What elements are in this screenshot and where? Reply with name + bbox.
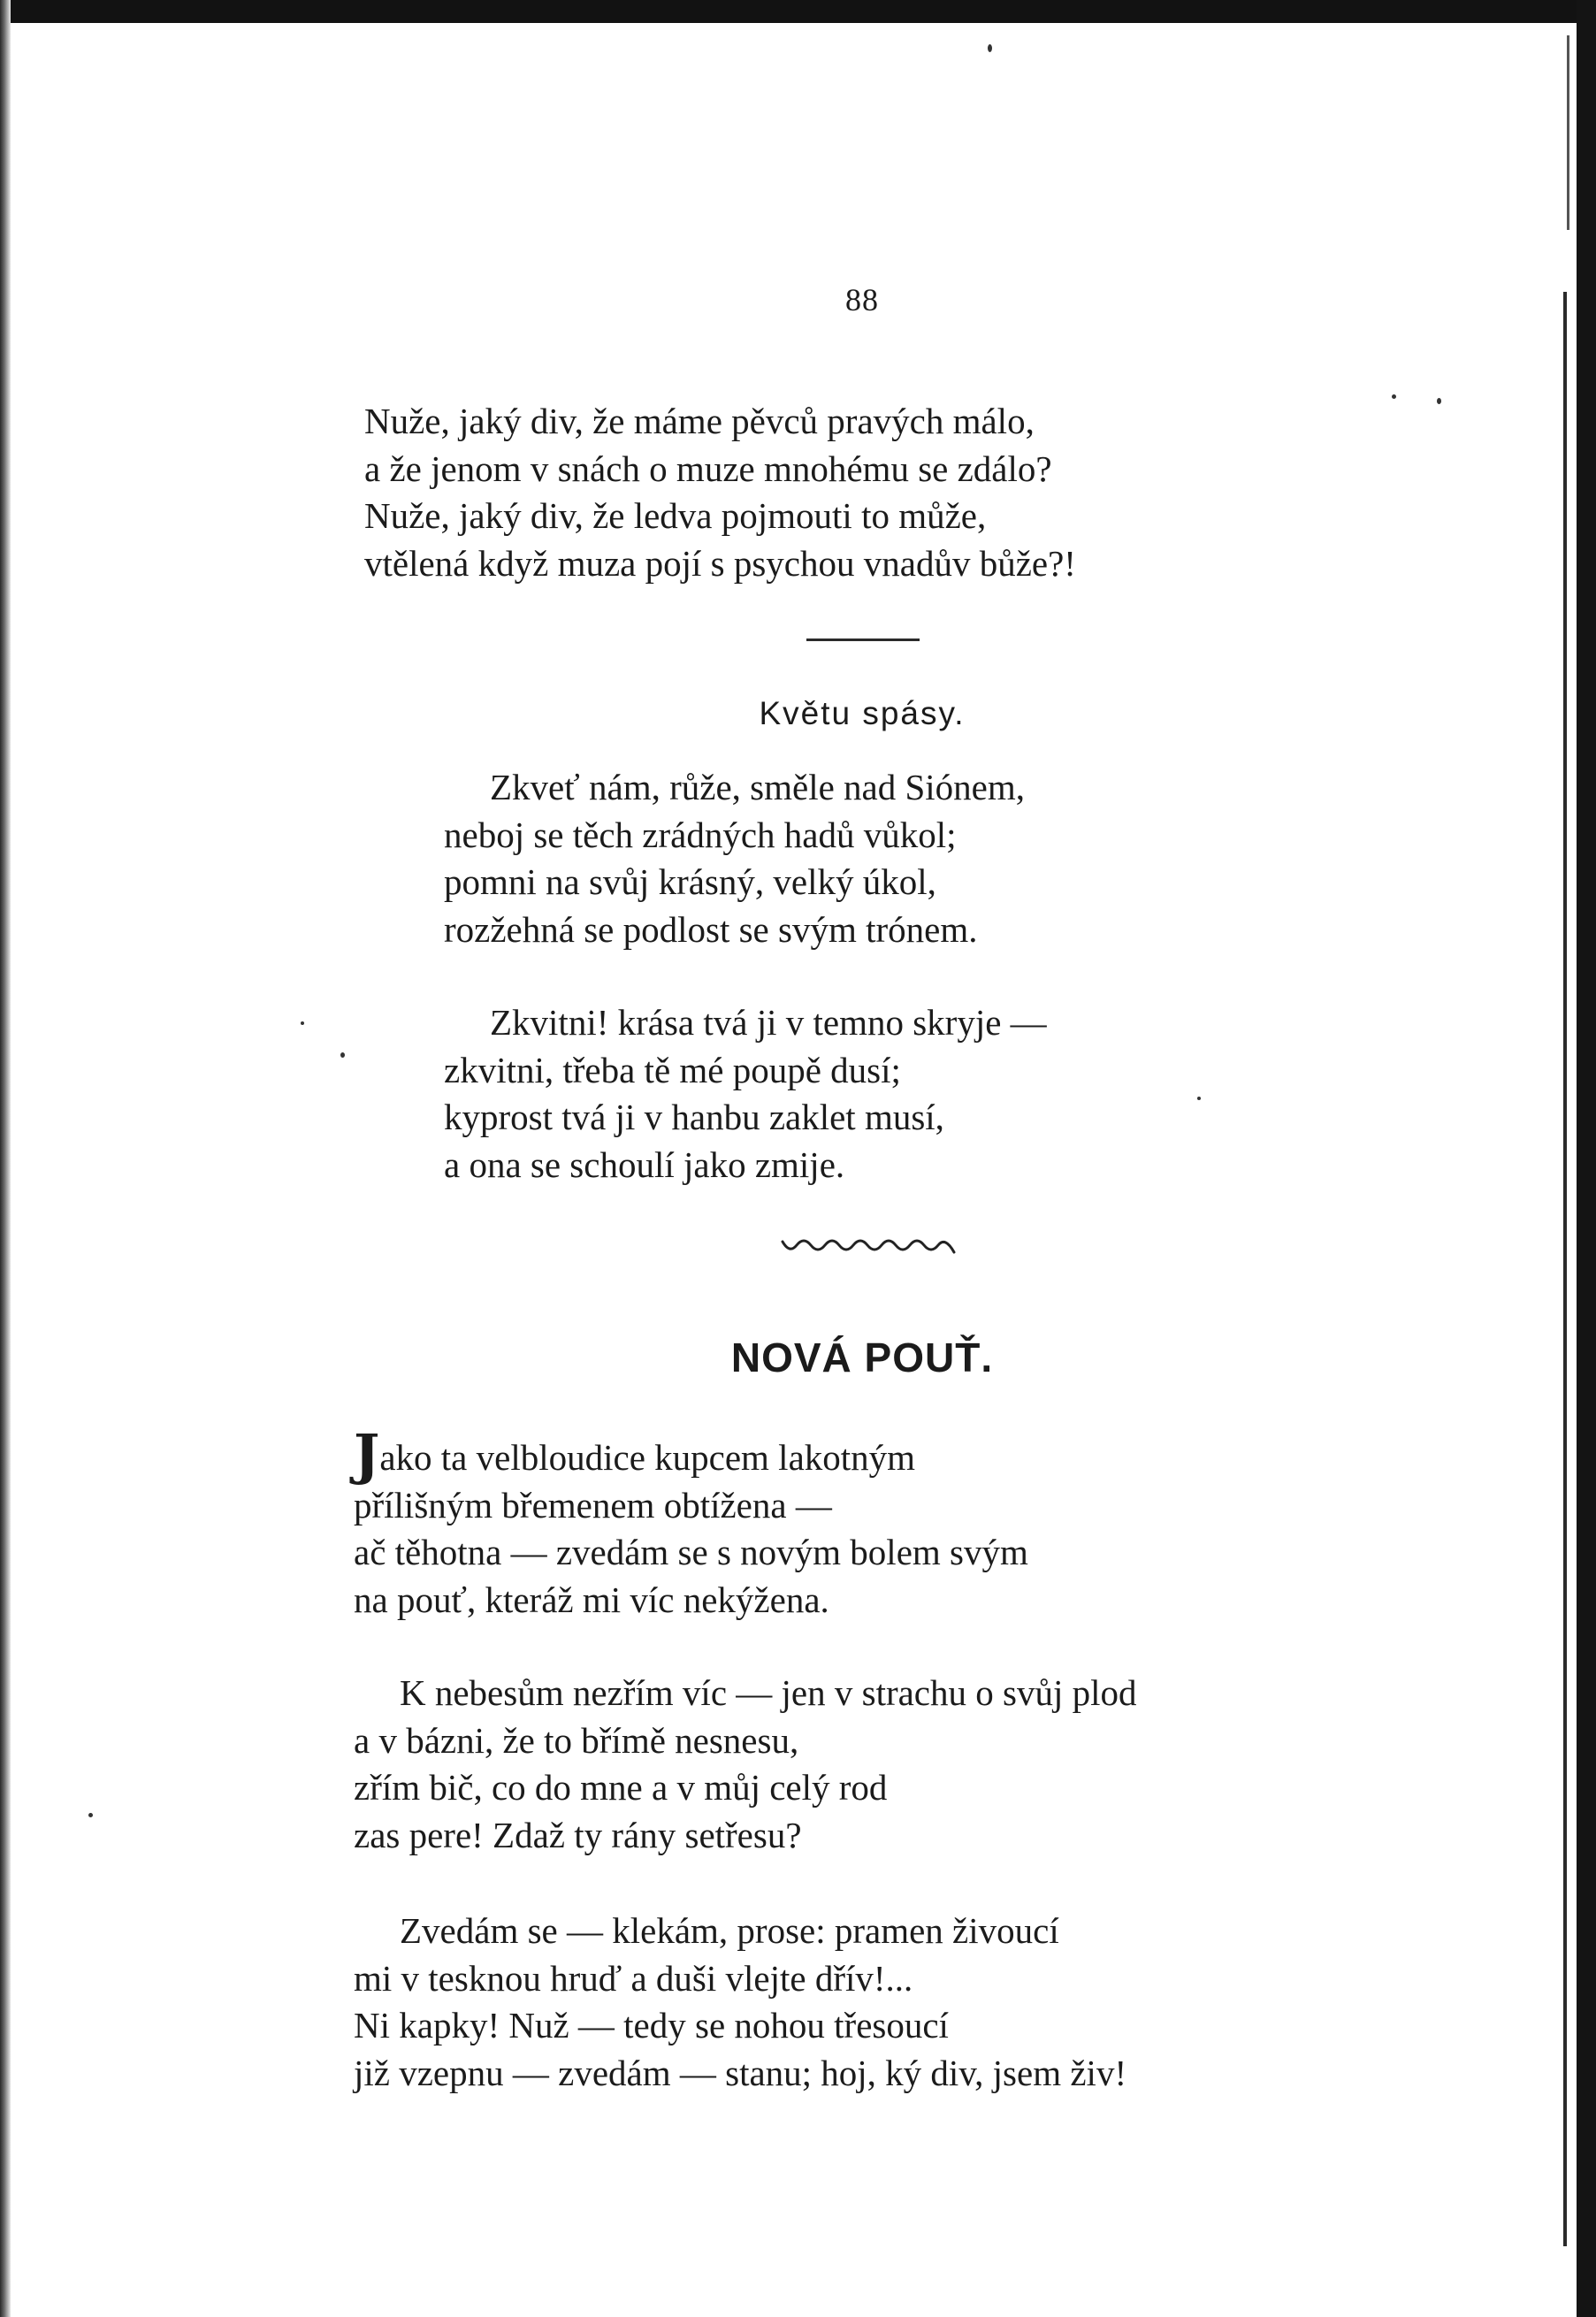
verse-line: na pouť, kteráž mi víc nekýžena. xyxy=(354,1579,829,1620)
verse-line: neboj se těch zrádných hadů vůkol; xyxy=(444,814,957,855)
verse-line: Ni kapky! Nuž — tedy se nohou třesoucí xyxy=(354,2005,949,2046)
poem-stanza xyxy=(354,1670,1137,1859)
poem-stanza xyxy=(354,1422,1028,1624)
verse-line: mi v tesknou hruď a duši vlejte dřív!... xyxy=(354,1957,913,1999)
verse-line: zřím bič, co do mne a v můj celý rod xyxy=(354,1767,888,1808)
poem-stanza xyxy=(444,999,1047,1189)
ink-speck xyxy=(1197,1097,1201,1100)
poem-stanza xyxy=(444,764,1025,953)
verse-line: Zkvitni! krása tvá ji v temno skryje — xyxy=(490,1002,1047,1043)
verse-line: Zvedám se — klekám, prose: pramen živoucí xyxy=(400,1910,1059,1951)
scan-border-top xyxy=(0,0,1596,23)
verse-line: vtělená když muza pojí s psychou vnadův bůže?! xyxy=(364,542,1076,584)
verse-line: zas pere! Zdaž ty rány setřesu? xyxy=(354,1814,802,1855)
poem-title: NOVÁ POUŤ. xyxy=(730,1334,994,1380)
verse-line-rest: ako ta velbloudice kupcem lakotným xyxy=(379,1437,916,1478)
scan-border-right xyxy=(1577,0,1596,2317)
verse-line: Zkveť nám, růže, směle nad Siónem, xyxy=(490,767,1026,807)
scan-edge-line-upper xyxy=(1567,35,1569,230)
ink-speck xyxy=(340,1052,345,1058)
poem-tail-stanza xyxy=(364,398,1076,587)
ink-speck xyxy=(1392,394,1396,399)
ink-speck xyxy=(301,1021,304,1025)
ink-speck xyxy=(1437,398,1441,404)
verse-line: rozžehná se podlost se svým trónem. xyxy=(444,908,978,950)
verse-line: již vzepnu — zvedám — stanu; hoj, ký div, jsem živ! xyxy=(354,2052,1127,2093)
verse-line: Nuže, jaký div, že ledva pojmouti to může, xyxy=(364,495,987,536)
verse-line: kyprost tvá ji v hanbu zaklet musí, xyxy=(444,1097,944,1137)
scan-border-left xyxy=(0,0,11,2317)
verse-line: a v bázni, že to břímě nesnesu, xyxy=(354,1719,799,1761)
poem-title: Květu spásy. xyxy=(759,695,966,731)
wave-ornament xyxy=(781,1236,958,1259)
verse-line: a ona se schoulí jako zmije. xyxy=(444,1143,845,1185)
section-divider xyxy=(806,639,920,641)
verse-line xyxy=(354,1422,1028,1487)
ink-speck xyxy=(88,1813,93,1817)
page-number: 88 xyxy=(845,282,879,317)
verse-line: K nebesům nezřím víc — jen v strachu o svůj plod xyxy=(400,1672,1137,1713)
drop-cap: J xyxy=(354,1422,380,1487)
poem-stanza xyxy=(354,1908,1126,2097)
verse-line: Nuže, jaký div, že máme pěvců pravých málo, xyxy=(364,401,1035,441)
verse-line: ač těhotna — zvedám se s novým bolem svým xyxy=(354,1532,1028,1572)
ink-speck xyxy=(988,44,992,52)
scan-edge-line xyxy=(1563,292,1567,2246)
verse-line: pomni na svůj krásný, velký úkol, xyxy=(444,861,936,902)
verse-line: přílišným břemenem obtížena — xyxy=(354,1484,832,1526)
verse-line: a že jenom v snách o muze mnohému se zdálo? xyxy=(364,447,1052,489)
verse-line: zkvitni, třeba tě mé poupě dusí; xyxy=(444,1049,901,1090)
